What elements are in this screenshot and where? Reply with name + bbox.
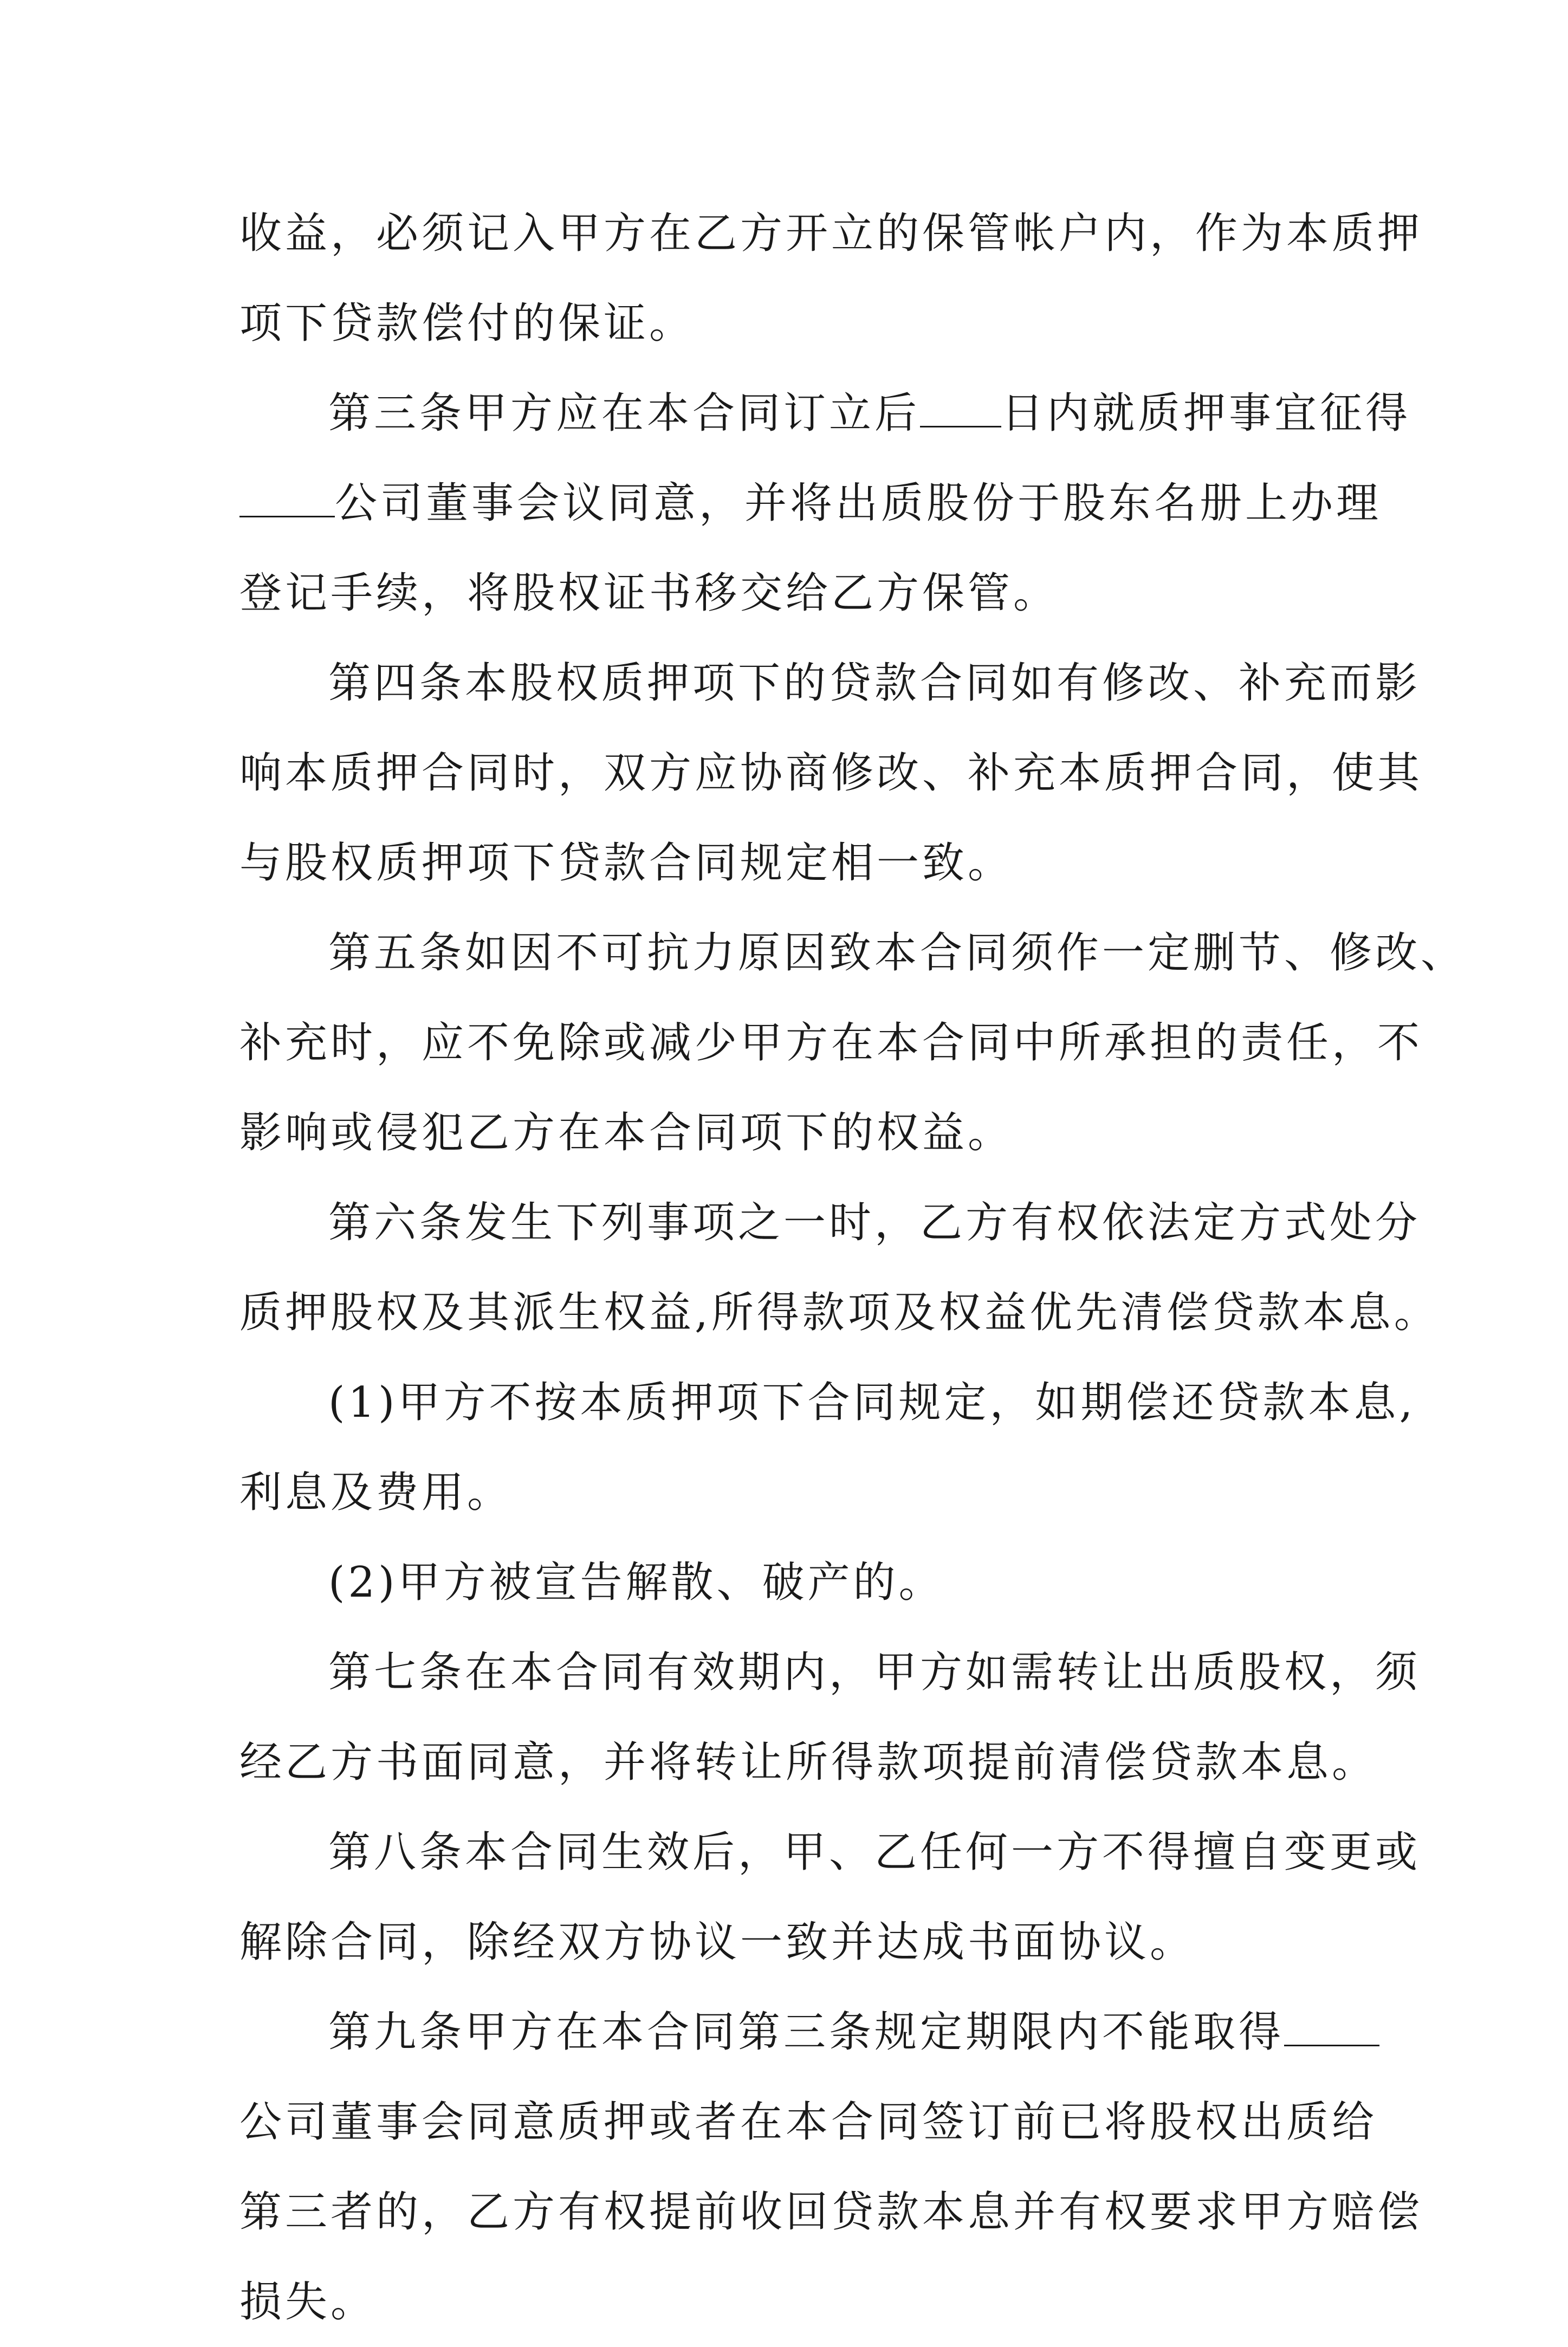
document-body (239, 189, 1467, 2347)
text-line: 第九条甲方在本合同第三条规定期限内不能取得 (239, 1987, 1332, 2077)
paragraph-article-9 (239, 1987, 1423, 2347)
text-line: 项下贷款偿付的保证。 (239, 299, 695, 348)
paragraph-article-6 (239, 1178, 1440, 1358)
paragraph-article-3 (239, 368, 1411, 638)
text-line: 第五条如因不可抗力原因致本合同须作一定删节、修改、 (328, 929, 1467, 977)
text-line: 第七条在本合同有效期内，甲方如需转让出质股权，须 (328, 1648, 1421, 1697)
text-line: 第八条本合同生效后，甲、乙任何一方不得擅自变更或 (328, 1828, 1421, 1877)
text-line: 收益，必须记入甲方在乙方开立的保管帐户内，作为本质押 (239, 209, 1423, 258)
text-line: 第三者的，乙方有权提前收回贷款本息并有权要求甲方赔偿 (239, 2188, 1423, 2236)
paragraph-article-4 (239, 638, 1423, 908)
fill-in-blank (920, 387, 1001, 427)
text-line: 公司董事会同意质押或者在本合同签订前已将股权出质给 (239, 2098, 1378, 2147)
text-line: 响本质押合同时，双方应协商修改、补充本质押合同，使其 (239, 749, 1423, 798)
text-line: 质押股权及其派生权益,所得款项及权益优先清偿贷款本息。 (239, 1288, 1440, 1337)
text-line: 损失。 (239, 2278, 377, 2326)
paragraph-article-6-item-2 (239, 1538, 1332, 1628)
text-line: 第四条本股权质押项下的贷款合同如有修改、补充而影 (328, 659, 1421, 708)
text-line: 第三条甲方应在本合同订立后 日内就质押事宜征得 (239, 368, 1332, 458)
text-line: 补充时，应不免除或减少甲方在本合同中所承担的责任，不 (239, 1019, 1423, 1067)
fill-in-blank (1284, 2006, 1379, 2046)
text-line: 第六条发生下列事项之一时，乙方有权依法定方式处分 (328, 1198, 1421, 1247)
paragraph-article-7 (239, 1628, 1421, 1807)
text-line: 经乙方书面同意，并将转让所得款项提前清偿贷款本息。 (239, 1738, 1378, 1787)
paragraph-article-5 (239, 908, 1467, 1178)
paragraph-continuation (239, 189, 1423, 368)
text-line: (1)甲方不按本质押项下合同规定，如期偿还贷款本息, (328, 1378, 1416, 1427)
text-line: 解除合同，除经双方协议一致并达成书面协议。 (239, 1918, 1196, 1967)
text-line: 利息及费用。 (239, 1468, 513, 1517)
text-line: 登记手续，将股权证书移交给乙方保管。 (239, 569, 1059, 618)
fill-in-blank (239, 477, 335, 517)
text-line: 影响或侵犯乙方在本合同项下的权益。 (239, 1108, 1014, 1157)
paragraph-article-8 (239, 1807, 1421, 1987)
text-line: 公司董事会议同意，并将出质股份于股东名册上办理 (239, 458, 1332, 548)
paragraph-article-6-item-1 (239, 1358, 1416, 1538)
text-line: (2)甲方被宣告解散、破产的。 (328, 1558, 944, 1607)
text-line: 与股权质押项下贷款合同规定相一致。 (239, 839, 1014, 887)
